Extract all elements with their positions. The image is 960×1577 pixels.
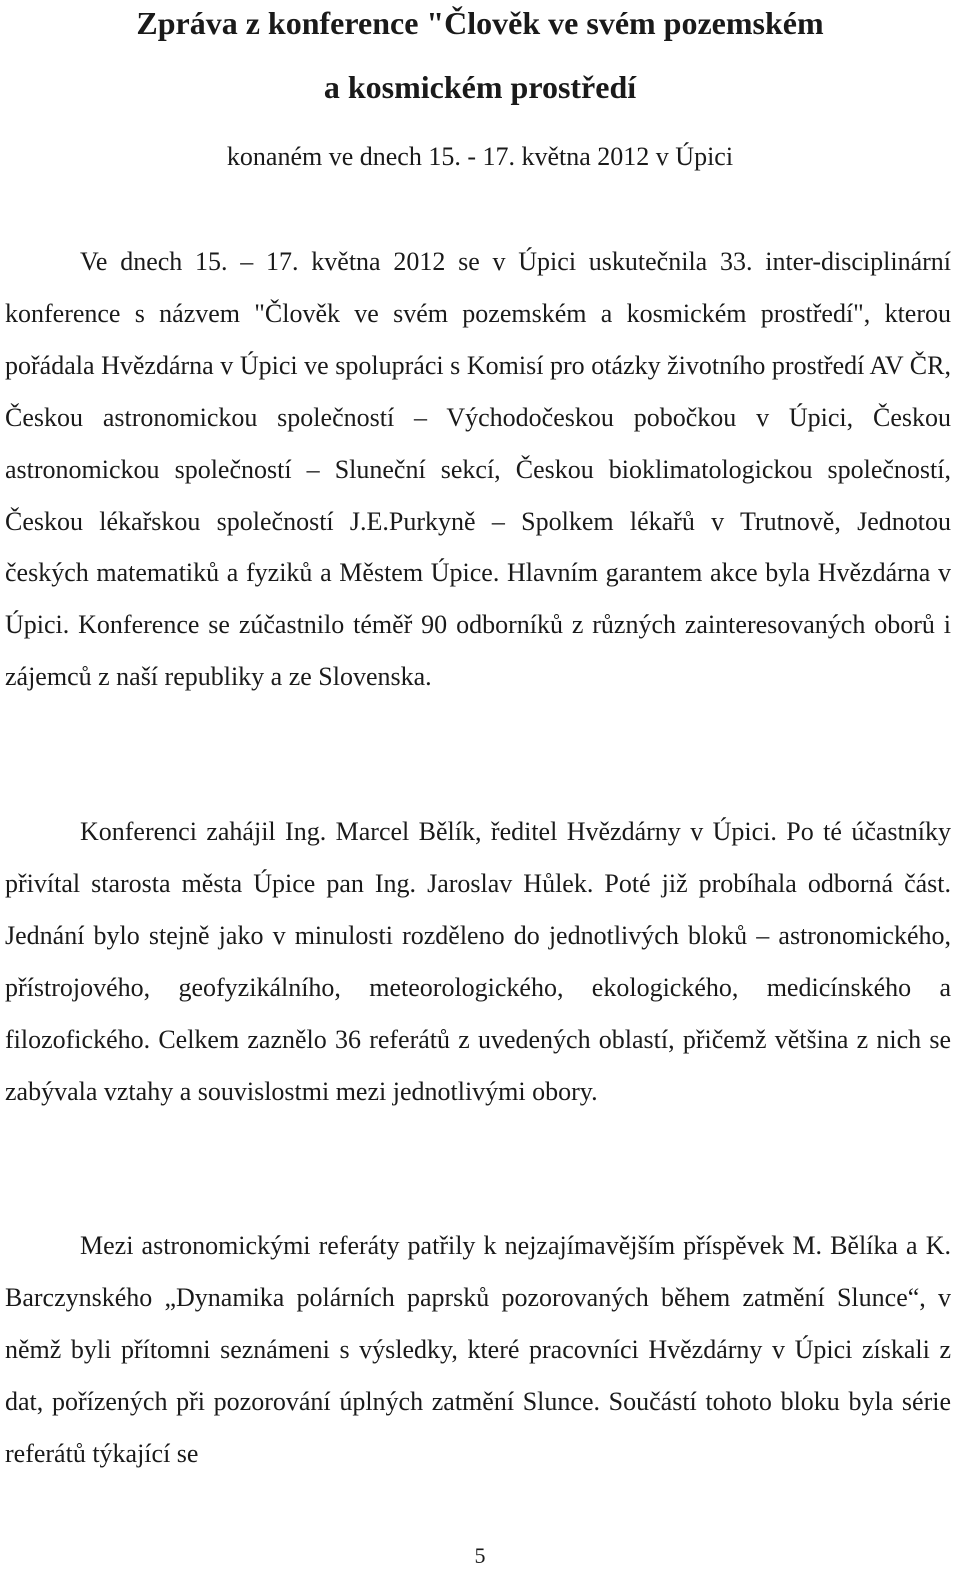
paragraph-astronomy-papers: Mezi astronomickými referáty patřily k nejzajímavějším příspěvek M. Bělíka a K. Barczynského „Dynamika polárních paprsků pozorovaných během zatmění Slunce“, v němž byli přítomni seznámeni s výsledky, které pracovníci Hvězdárny v Úpici získali z dat, pořízených při pozorování úplných zatmění Slunce. Součástí tohoto bloku byla série referátů týkající se	[5, 1231, 951, 1468]
page-number: 5	[474, 1543, 486, 1568]
document-subtitle: konaném ve dnech 15. - 17. května 2012 v Úpici	[226, 142, 734, 171]
document-title-line-2: a kosmickém prostředí	[323, 69, 637, 105]
paragraph-opening: Konferenci zahájil Ing. Marcel Bělík, ředitel Hvězdárny v Úpici. Po té účastníky přivítal starosta města Úpice pan Ing. Jaroslav Hůlek. Poté již probíhala odborná část. Jednání bylo stejně jako v minulosti rozděleno do jednotlivých bloků – astronomického, přístrojového, geofyzikálního, meteorologického, ekologického, medicínského a filozofického. Celkem zaznělo 36 referátů z uvedených oblastí, přičemž většina z nich se zabývala vztahy a souvislostmi mezi jednotlivými obory.	[5, 817, 951, 1106]
document-title-line-1: Zpráva z konference "Člověk ve svém pozemském	[136, 5, 824, 41]
paragraph-conference-intro: Ve dnech 15. – 17. května 2012 se v Úpici uskutečnila 33. inter-disciplinární konference s názvem "Člověk ve svém pozemském a kosmickém prostředí", kterou pořádala Hvězdárna v Úpici ve spolupráci s Komisí pro otázky životního prostředí AV ČR, Českou astronomickou společností – Východočeskou pobočkou v Úpici, Českou astronomickou společností – Sluneční sekcí, Českou bioklimatologickou společností, Českou lékařskou společností J.E.Purkyně – Spolkem lékařů v Trutnově, Jednotou českých matematiků a fyziků a Městem Úpice. Hlavním garantem akce byla Hvězdárna v Úpici. Konference se zúčastnilo téměř 90 odborníků z různých zainteresovaných oborů i zájemců z naší republiky a ze Slovenska.	[5, 247, 951, 692]
